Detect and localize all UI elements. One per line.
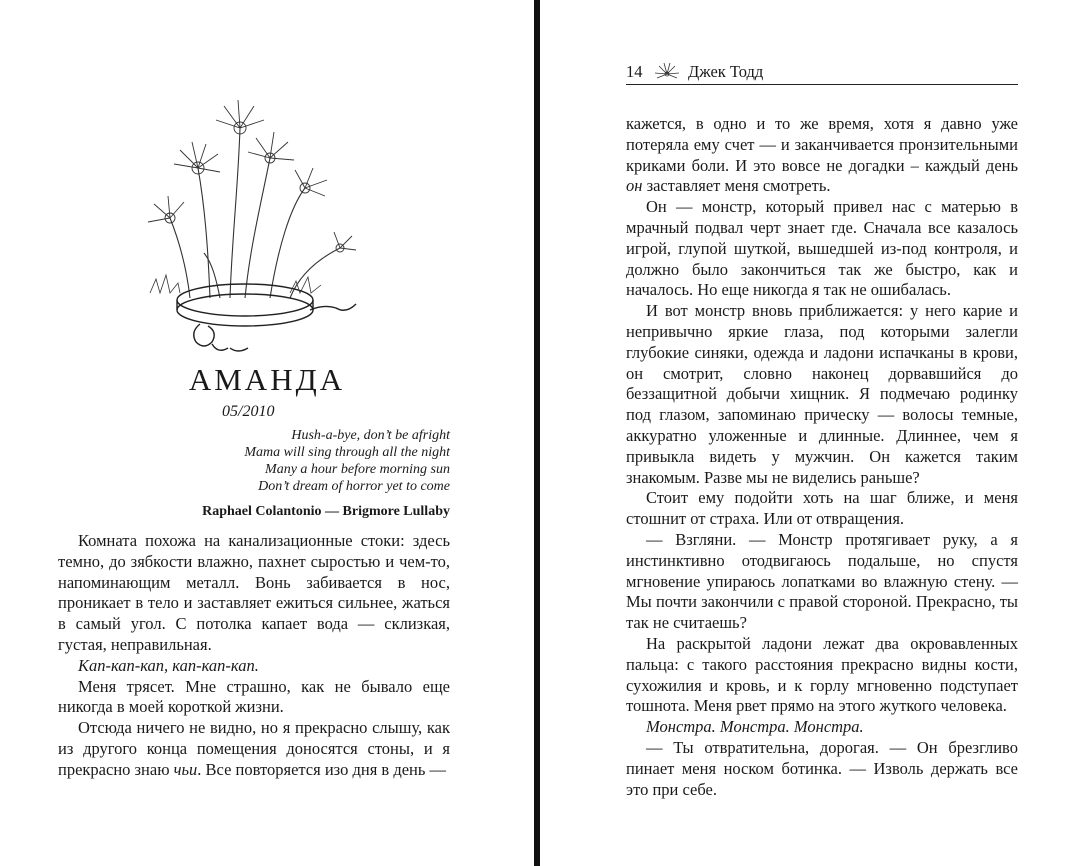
paragraph: И вот монстр вновь приближается: у него карие и непривычно яркие глаза, под которыми залегли глубокие синяки, одежда и ладони испачканы в крови, он смотрит, словно наконец дорвавшийся до беззащитной добычи хищник. Я подмечаю родинку под глазом, запоминаю прическу — волосы темные, аккуратно уложенные и длинные. Длиннее, чем я привыкла видеть у мужчин. Он кажется таким знакомым. Разве мы не виделись раньше?: [626, 301, 1018, 487]
right-page: [542, 0, 1078, 866]
chapter-title: АМАНДА: [188, 362, 346, 397]
paragraph: Отсюда ничего не видно, но я прекрасно слышу, как из другого конца помещения доносятся стоны, и я прекрасно знаю чьи. Все повторяется изо дня в день —: [58, 718, 450, 779]
paragraph: На раскрытой ладони лежат два окровавленных пальца: с такого расстояния прекрасно видны кости, сухожилия и кровь, и к горлу мгновенно подступает тошнота. Меня рвет прямо на этого жуткого человека.: [626, 633, 1018, 716]
paragraph: Меня трясет. Мне страшно, как не бывало еще никогда в моей короткой жизни.: [58, 676, 450, 717]
paragraph: Он — монстр, который привел нас с матерью в мрачный подвал черт знает где. Сначала все казалось игрой, глупой шуткой, вышедшей из-под контроля, и должно было закончиться так же быстро, как и началось. Но еще никогда я так не ошибалась.: [626, 197, 1018, 300]
epigraph-source: Raphael Colantonio — Brigmore Lullaby: [202, 504, 450, 519]
ornament-icon: [650, 60, 684, 80]
running-author: Джек Тодд: [688, 62, 764, 81]
paragraph: — Ты отвратительна, дорогая. — Он брезгливо пинает меня носком ботинка. — Изволь держать все это при себе.: [626, 737, 1018, 799]
page-number: 14: [626, 62, 643, 81]
left-page: [0, 0, 534, 866]
running-head: [626, 58, 1018, 85]
chapter-date: 05/2010: [222, 403, 275, 420]
left-body-text: [58, 531, 450, 781]
epigraph-line: Mama will sing through all the night: [244, 445, 450, 460]
epigraph: [244, 427, 450, 495]
book-gutter: [534, 0, 540, 866]
paragraph: Комната похожа на канализационные стоки: здесь темно, до зябкости влажно, пахнет сыростью и чем-то, напоминающим металл. Вонь забивается в нос, проникает в тело и заставляет ежиться сильнее, жаться в самый угол. С потолка капает вода — склизкая, густая, неправильная.: [58, 531, 450, 654]
paragraph: — Взгляни. — Монстр протягивает руку, а я инстинктивно отодвигаюсь подальше, но спустя мгновение упираюсь лопатками во влажную стену. — Мы почти закончили с правой стороной. Прекрасно, ты так не считаешь?: [626, 529, 1018, 633]
epigraph-line: Don’t dream of horror yet to come: [258, 479, 450, 494]
right-body-text: [626, 114, 1018, 800]
paragraph: кажется, в одно и то же время, хотя я давно уже потеряла ему счет — и заканчивается пронзительными криками боли. И это вовсе не догадки – каждый день он заставляет меня смотреть.: [626, 114, 1018, 196]
epigraph-line: Many a hour before morning sun: [265, 462, 450, 477]
paragraph-italic: Монстра. Монстра. Монстра.: [646, 717, 864, 737]
paragraph-italic: Кап-кап-кап, кап-кап-кап.: [78, 655, 259, 675]
spider-lily-illustration: [120, 48, 370, 368]
paragraph: Стоит ему подойти хоть на шаг ближе, и меня стошнит от страха. Или от отвращения.: [626, 488, 1018, 529]
epigraph-line: Hush-a-bye, don’t be afright: [291, 428, 450, 443]
